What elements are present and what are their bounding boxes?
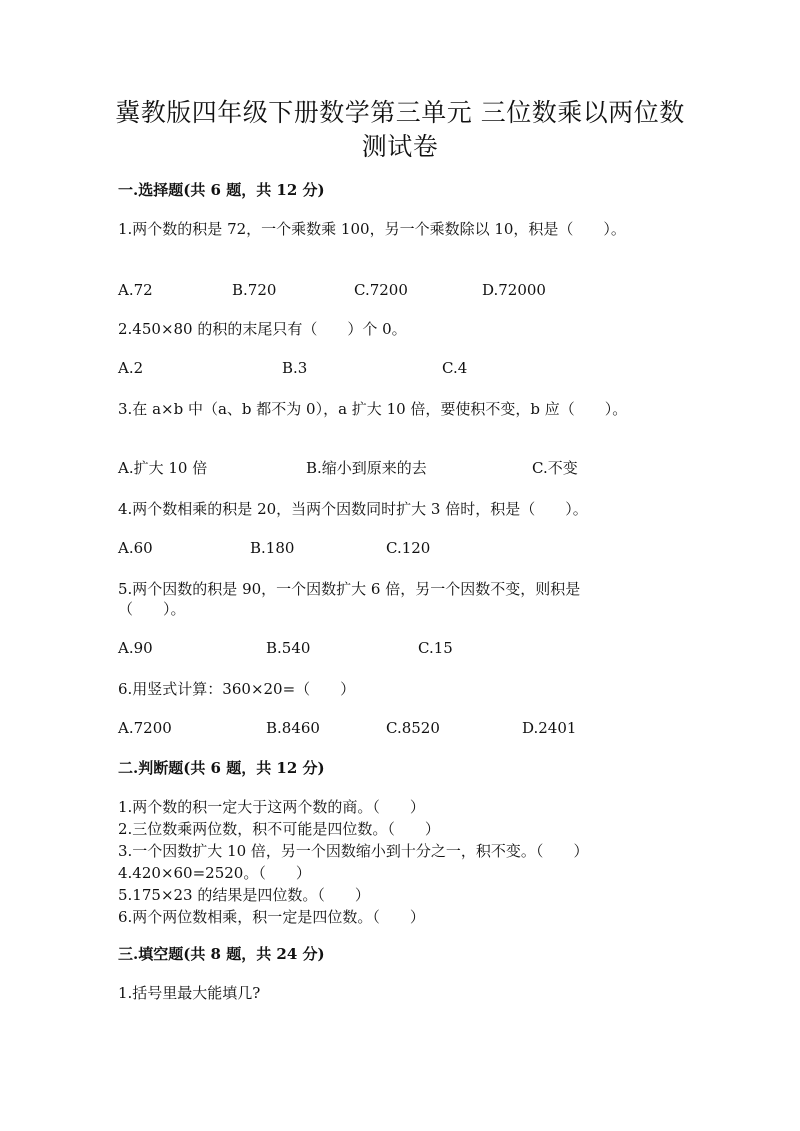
choice-q3-option-c: C.不变 bbox=[532, 459, 578, 477]
choice-q3-option-b: B.缩小到原来的去 bbox=[306, 459, 427, 477]
choice-q4-option-c: C.120 bbox=[386, 539, 431, 557]
fill-section-heading: 三.填空题(共 8 题，共 24 分) bbox=[118, 945, 325, 963]
choice-question-5-line2: （ ）。 bbox=[118, 600, 186, 618]
choice-question-2: 2.450×80 的积的末尾只有（ ）个 0。 bbox=[118, 320, 407, 338]
choice-question-3: 3.在 a×b 中（a、b 都不为 0），a 扩大 10 倍，要使积不变，b 应（ ）。 bbox=[118, 400, 628, 418]
choice-q2-option-b: B.3 bbox=[282, 359, 308, 377]
judge-item-2: 2.三位数乘两位数，积不可能是四位数。（ ） bbox=[118, 820, 440, 838]
choice-question-1: 1.两个数的积是 72，一个乘数乘 100，另一个乘数除以 10，积是（ ）。 bbox=[118, 220, 626, 238]
choice-q1-option-a: A.72 bbox=[118, 281, 153, 299]
choice-q3-option-a: A.扩大 10 倍 bbox=[118, 459, 208, 477]
fill-item-1: 1.括号里最大能填几? bbox=[118, 984, 261, 1002]
choice-q6-option-b: B.8460 bbox=[266, 719, 320, 737]
choice-q5-option-a: A.90 bbox=[118, 639, 153, 657]
choice-q6-option-a: A.7200 bbox=[118, 719, 172, 737]
choice-q1-option-c: C.7200 bbox=[354, 281, 408, 299]
choice-q4-option-b: B.180 bbox=[250, 539, 295, 557]
exam-title-line2: 测试卷 bbox=[361, 132, 439, 161]
choice-q6-option-c: C.8520 bbox=[386, 719, 440, 737]
choice-q6-option-d: D.2401 bbox=[522, 719, 577, 737]
judge-section-heading: 二.判断题(共 6 题，共 12 分) bbox=[118, 759, 325, 777]
judge-item-3: 3.一个因数扩大 10 倍，另一个因数缩小到十分之一，积不变。（ ） bbox=[118, 842, 589, 860]
choice-q2-option-a: A.2 bbox=[118, 359, 144, 377]
judge-item-1: 1.两个数的积一定大于这两个数的商。（ ） bbox=[118, 798, 425, 816]
choice-question-4: 4.两个数相乘的积是 20，当两个因数同时扩大 3 倍时，积是（ ）。 bbox=[118, 500, 588, 518]
choice-q5-option-b: B.540 bbox=[266, 639, 311, 657]
choice-q2-option-c: C.4 bbox=[442, 359, 468, 377]
judge-item-6: 6.两个两位数相乘，积一定是四位数。（ ） bbox=[118, 908, 425, 926]
choice-question-6: 6.用竖式计算：360×20=（ ） bbox=[118, 680, 356, 698]
judge-item-5: 5.175×23 的结果是四位数。（ ） bbox=[118, 886, 370, 904]
choice-q1-option-b: B.720 bbox=[232, 281, 277, 299]
choice-q1-option-d: D.72000 bbox=[482, 281, 546, 299]
judge-item-4: 4.420×60=2520。（ ） bbox=[118, 864, 311, 882]
choice-question-5-line1: 5.两个因数的积是 90，一个因数扩大 6 倍，另一个因数不变，则积是 bbox=[118, 580, 581, 598]
exam-title-line1: 冀教版四年级下册数学第三单元 三位数乘以两位数 bbox=[115, 98, 685, 127]
choice-section-heading: 一.选择题(共 6 题，共 12 分) bbox=[118, 181, 325, 199]
choice-q5-option-c: C.15 bbox=[418, 639, 453, 657]
choice-q4-option-a: A.60 bbox=[118, 539, 153, 557]
